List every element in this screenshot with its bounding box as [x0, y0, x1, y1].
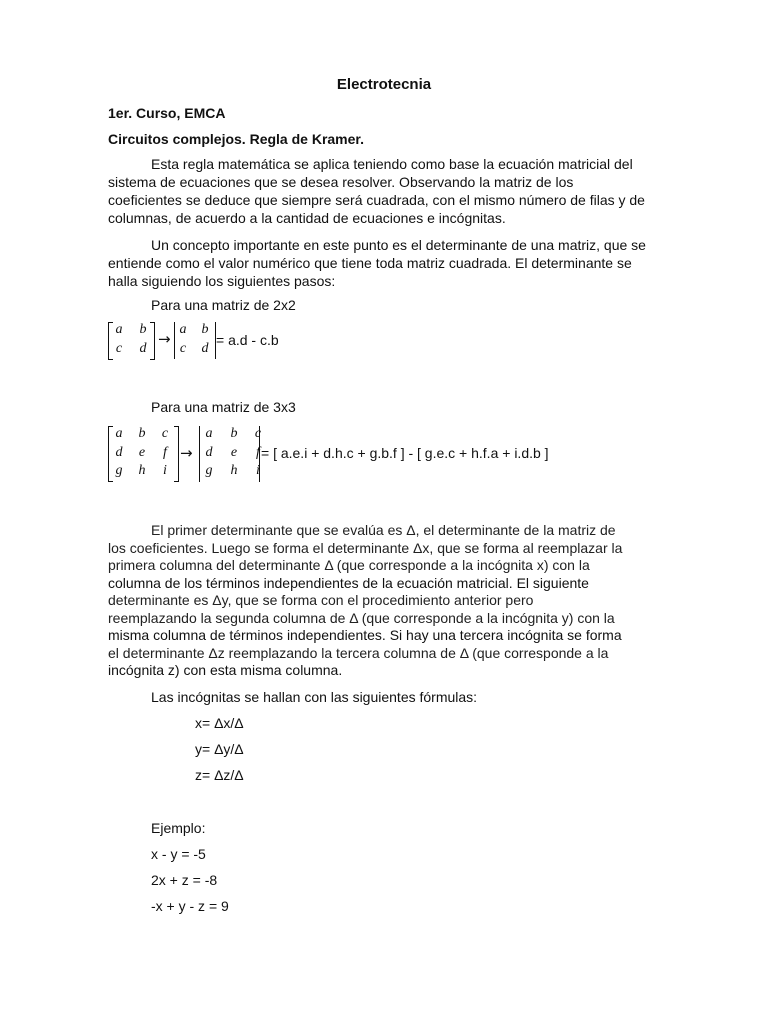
matrix-cell: a — [115, 322, 123, 337]
course-label: 1er. Curso, EMCA — [108, 105, 226, 121]
matrix-cell: d — [201, 341, 209, 356]
matrix-cell: d — [115, 445, 123, 460]
determinant-bar — [259, 426, 260, 482]
matrix-cell: f — [163, 445, 167, 460]
arrow-icon: → — [180, 444, 193, 462]
matrix-cell: a — [115, 426, 123, 441]
example-label: Ejemplo: — [151, 820, 206, 836]
equation-3: -x + y - z = 9 — [151, 898, 229, 914]
paragraph-determinant: Un concepto importante en este punto es el determinante de una matriz, que se entiende como el valor numérico que tiene toda matriz cuadrada. El determinante se halla siguiendo los siguientes pasos: — [108, 237, 646, 289]
matrix-3x3-formula — [108, 426, 588, 486]
document-title: Electrotecnia — [336, 76, 432, 93]
matrix-cell: i — [163, 463, 167, 478]
explanation-line: el determinante Δz reemplazando la tercera columna de Δ (que corresponde a la — [108, 645, 609, 661]
formulas-intro: Las incógnitas se hallan con las siguientes fórmulas: — [151, 689, 478, 705]
matrix-cell: b — [139, 322, 147, 337]
matrix-3x3-label: Para una matriz de 3x3 — [151, 399, 296, 415]
matrix-cell: f — [256, 445, 260, 460]
equation-1: x - y = -5 — [151, 846, 206, 862]
matrix-cell: h — [230, 463, 238, 478]
matrix-cell: a — [179, 322, 187, 337]
matrix-cell: e — [138, 445, 146, 460]
matrix-cell: b — [201, 322, 209, 337]
matrix-cell: g — [205, 463, 213, 478]
formula-x: x= Δx/Δ — [195, 715, 244, 731]
explanation-line: El primer determinante que se evalúa es Δ, el determinante de la matriz de — [151, 522, 616, 538]
paragraph-intro: Esta regla matemática se aplica teniendo como base la ecuación matricial del sistema de ecuaciones que se desea resolver. Observando la matriz de los coeficientes se deduce que siempre será cuadrada, con el mismo número de filas y de columnas, de acuerdo a la cantidad de ecuaciones e incógnitas. — [108, 156, 645, 226]
matrix-cell: b — [230, 426, 238, 441]
formula-z: z= Δz/Δ — [195, 767, 244, 783]
matrix-cell: d — [139, 341, 147, 356]
matrix-cell: e — [230, 445, 238, 460]
matrix-cell: c — [115, 341, 123, 356]
arrow-icon: → — [158, 330, 171, 348]
matrix-cell: i — [256, 463, 260, 478]
matrix-3x3-result: = [ a.e.i + d.h.c + g.b.f ] - [ g.e.c + h.f.a + i.d.b ] — [261, 445, 549, 461]
explanation-line: los coeficientes. Luego se forma el determinante Δx, que se forma al reemplazar la — [108, 540, 623, 556]
explanation-line: primera columna del determinante Δ (que corresponde a la incógnita x) con la — [108, 557, 590, 573]
matrix-2x2-result: = a.d - c.b — [216, 332, 279, 348]
explanation-line: determinante es Δy, que se forma con el procedimiento anterior pero — [108, 592, 534, 608]
matrix-2x2-label: Para una matriz de 2x2 — [151, 297, 296, 313]
matrix-2x2-formula — [108, 322, 408, 362]
matrix-cell: c — [254, 426, 262, 441]
right-bracket — [150, 322, 155, 360]
explanation-line: incógnita z) con esta misma columna. — [108, 662, 343, 678]
equation-2: 2x + z = -8 — [151, 872, 218, 888]
right-bracket — [174, 426, 179, 482]
explanation-line: misma columna de términos independientes. Si hay una tercera incógnita se forma — [108, 627, 622, 643]
matrix-cell: d — [205, 445, 213, 460]
matrix-cell: a — [205, 426, 213, 441]
matrix-cell: c — [161, 426, 169, 441]
explanation-line: columna de los términos independientes de la ecuación matricial. El siguiente — [108, 575, 589, 591]
explanation-line: reemplazando la segunda columna de Δ (que corresponde a la incógnita y) con la — [108, 610, 615, 626]
section-heading: Circuitos complejos. Regla de Kramer. — [108, 131, 364, 147]
formula-y: y= Δy/Δ — [195, 741, 244, 757]
matrix-cell: b — [138, 426, 146, 441]
matrix-cell: h — [138, 463, 146, 478]
matrix-cell: g — [115, 463, 123, 478]
matrix-cell: c — [179, 341, 187, 356]
